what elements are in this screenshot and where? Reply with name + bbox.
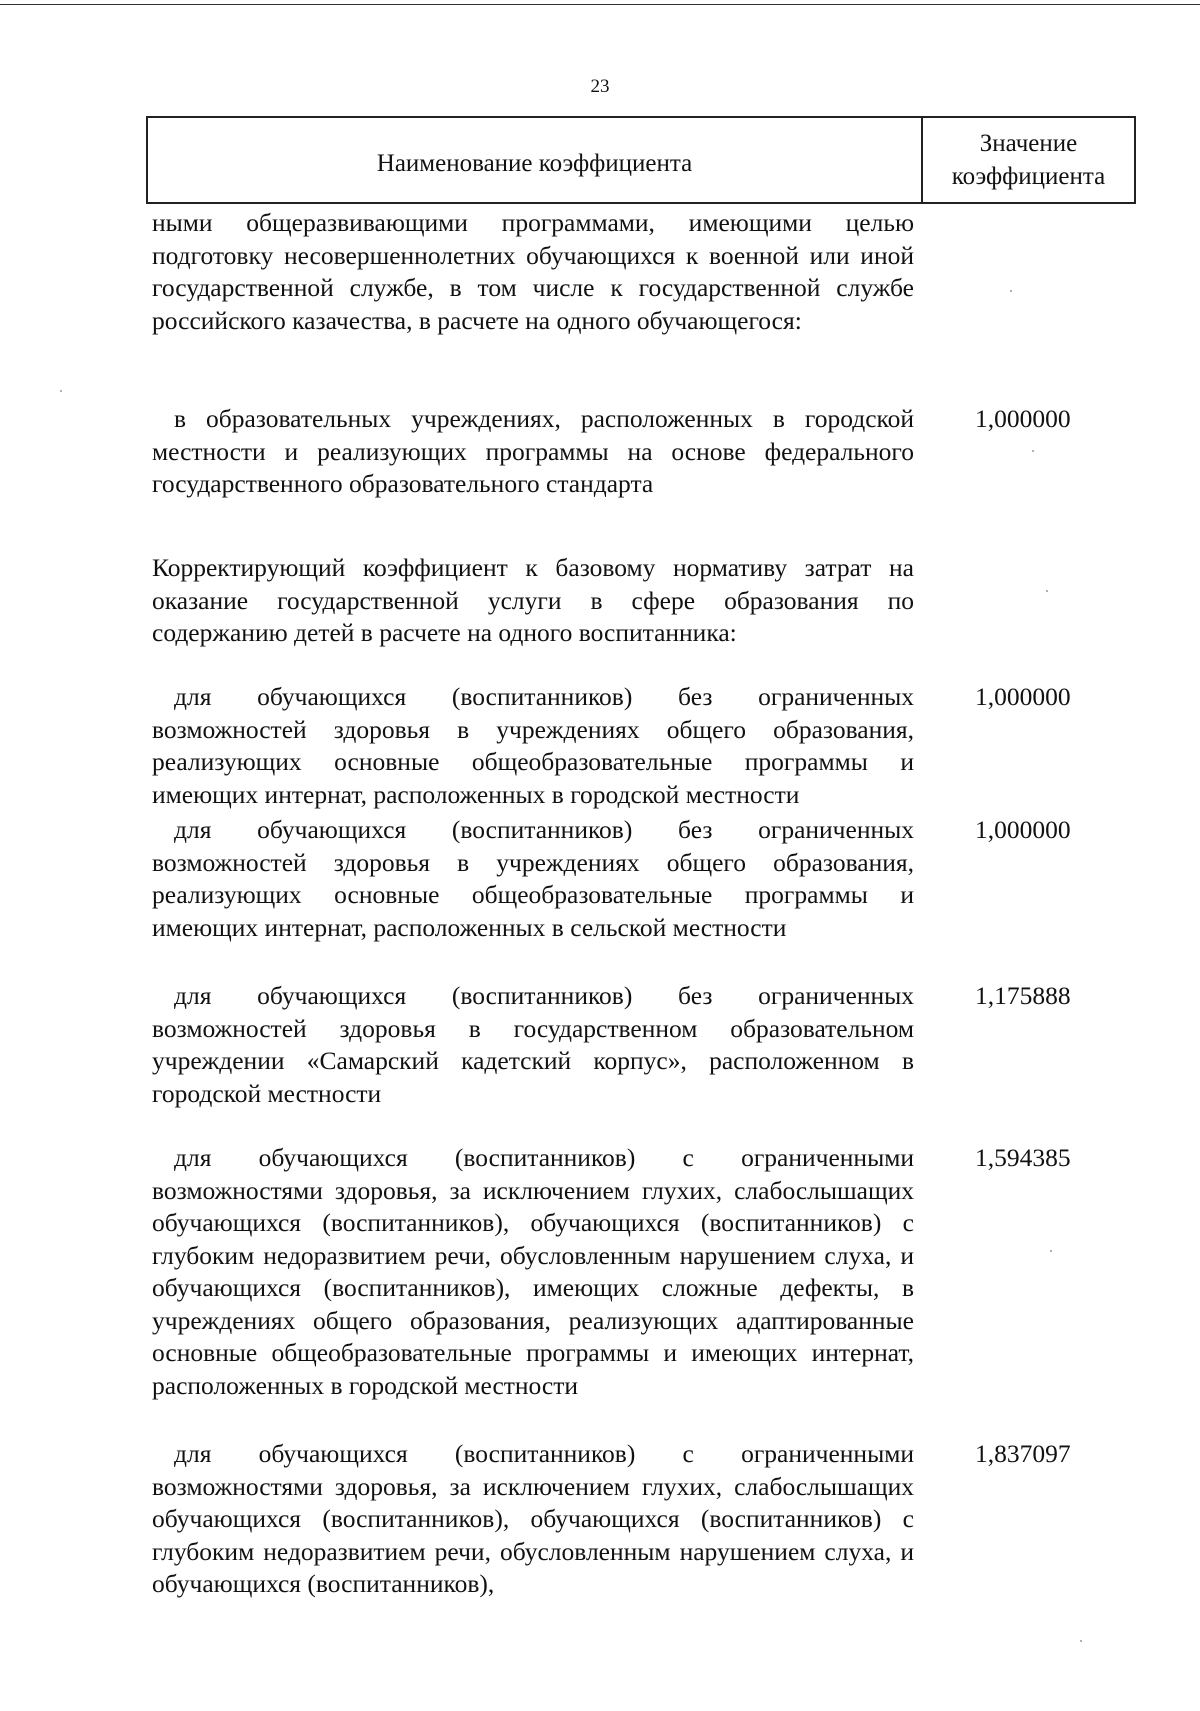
- table-row-value: 1,175888: [975, 981, 1071, 1010]
- table-row-text: для обучающихся (воспитанников) с ограниченными возможностями здоровья, за исключением глухих, слабослышащих обучающихся (воспитанников), обучающихся (воспитанников) с глубоким недоразвитием речи, обусловленным нарушением слуха, и обучающихся (воспитанников),: [152, 1439, 914, 1598]
- header-name-column: Наименование коэффициента: [148, 118, 923, 202]
- scan-speck: [1046, 590, 1048, 592]
- table-row-text: в образовательных учреждениях, расположенных в городской местности и реализующих программы на основе федерального государственного образовательного стандарта: [152, 404, 914, 498]
- table-row-text: Корректирующий коэффициент к базовому нормативу затрат на оказание государственной услуги в сфере образования по содержанию детей в расчете на одного воспитанника:: [152, 553, 914, 647]
- table-row-text: для обучающихся (воспитанников) без ограниченных возможностей здоровья в учреждениях общего образования, реализующих основные общеобразовательные программы и имеющих интернат, расположенных в городской местности: [152, 682, 914, 809]
- table-row-text: для обучающихся (воспитанников) без ограниченных возможностей здоровья в учреждениях общего образования, реализующих основные общеобразовательные программы и имеющих интернат, расположенных в сельской местности: [152, 815, 914, 942]
- scan-speck: [1010, 290, 1012, 292]
- table-row-value: 1,000000: [975, 682, 1071, 711]
- table-row-text: для обучающихся (воспитанников) без ограниченных возможностей здоровья в государственном образовательном учреждении «Самарский кадетский корпус», расположенном в городской местности: [152, 981, 914, 1108]
- scan-speck: [1050, 1250, 1052, 1252]
- header-value-line1: Значение: [979, 130, 1078, 157]
- scan-speck: [60, 390, 62, 392]
- scan-speck: [1032, 450, 1034, 452]
- table-row-value: 1,594385: [975, 1143, 1071, 1172]
- table-row-value: 1,837097: [975, 1439, 1071, 1468]
- table-row-value: 1,000000: [975, 815, 1071, 844]
- scan-speck: [1080, 1640, 1082, 1642]
- header-value-line2: коэффициента: [951, 163, 1106, 190]
- header-value-column: [923, 118, 1134, 202]
- page-number: 23: [590, 76, 610, 97]
- table-row-value: 1,000000: [975, 404, 1071, 433]
- table-row-text: ными общеразвивающими программами, имеющими целью подготовку несовершеннолетних обучающихся к военной или иной государственной службе, в том числе к государственной службе российского казачества, в расчете на одного обучающегося:: [152, 208, 914, 335]
- top-scan-border: [0, 4, 1200, 5]
- table-header: [146, 116, 1136, 204]
- table-row-text: для обучающихся (воспитанников) с ограниченными возможностями здоровья, за исключением глухих, слабослышащих обучающихся (воспитанников), обучающихся (воспитанников) с глубоким недоразвитием речи, обусловленным нарушением слуха, и обучающихся (воспитанников), имеющих сложные дефекты, в учреждениях общего образования, реализующих адаптированные основные общеобразовательные программы и имеющих интернат, расположенных в городской местности: [152, 1143, 914, 1400]
